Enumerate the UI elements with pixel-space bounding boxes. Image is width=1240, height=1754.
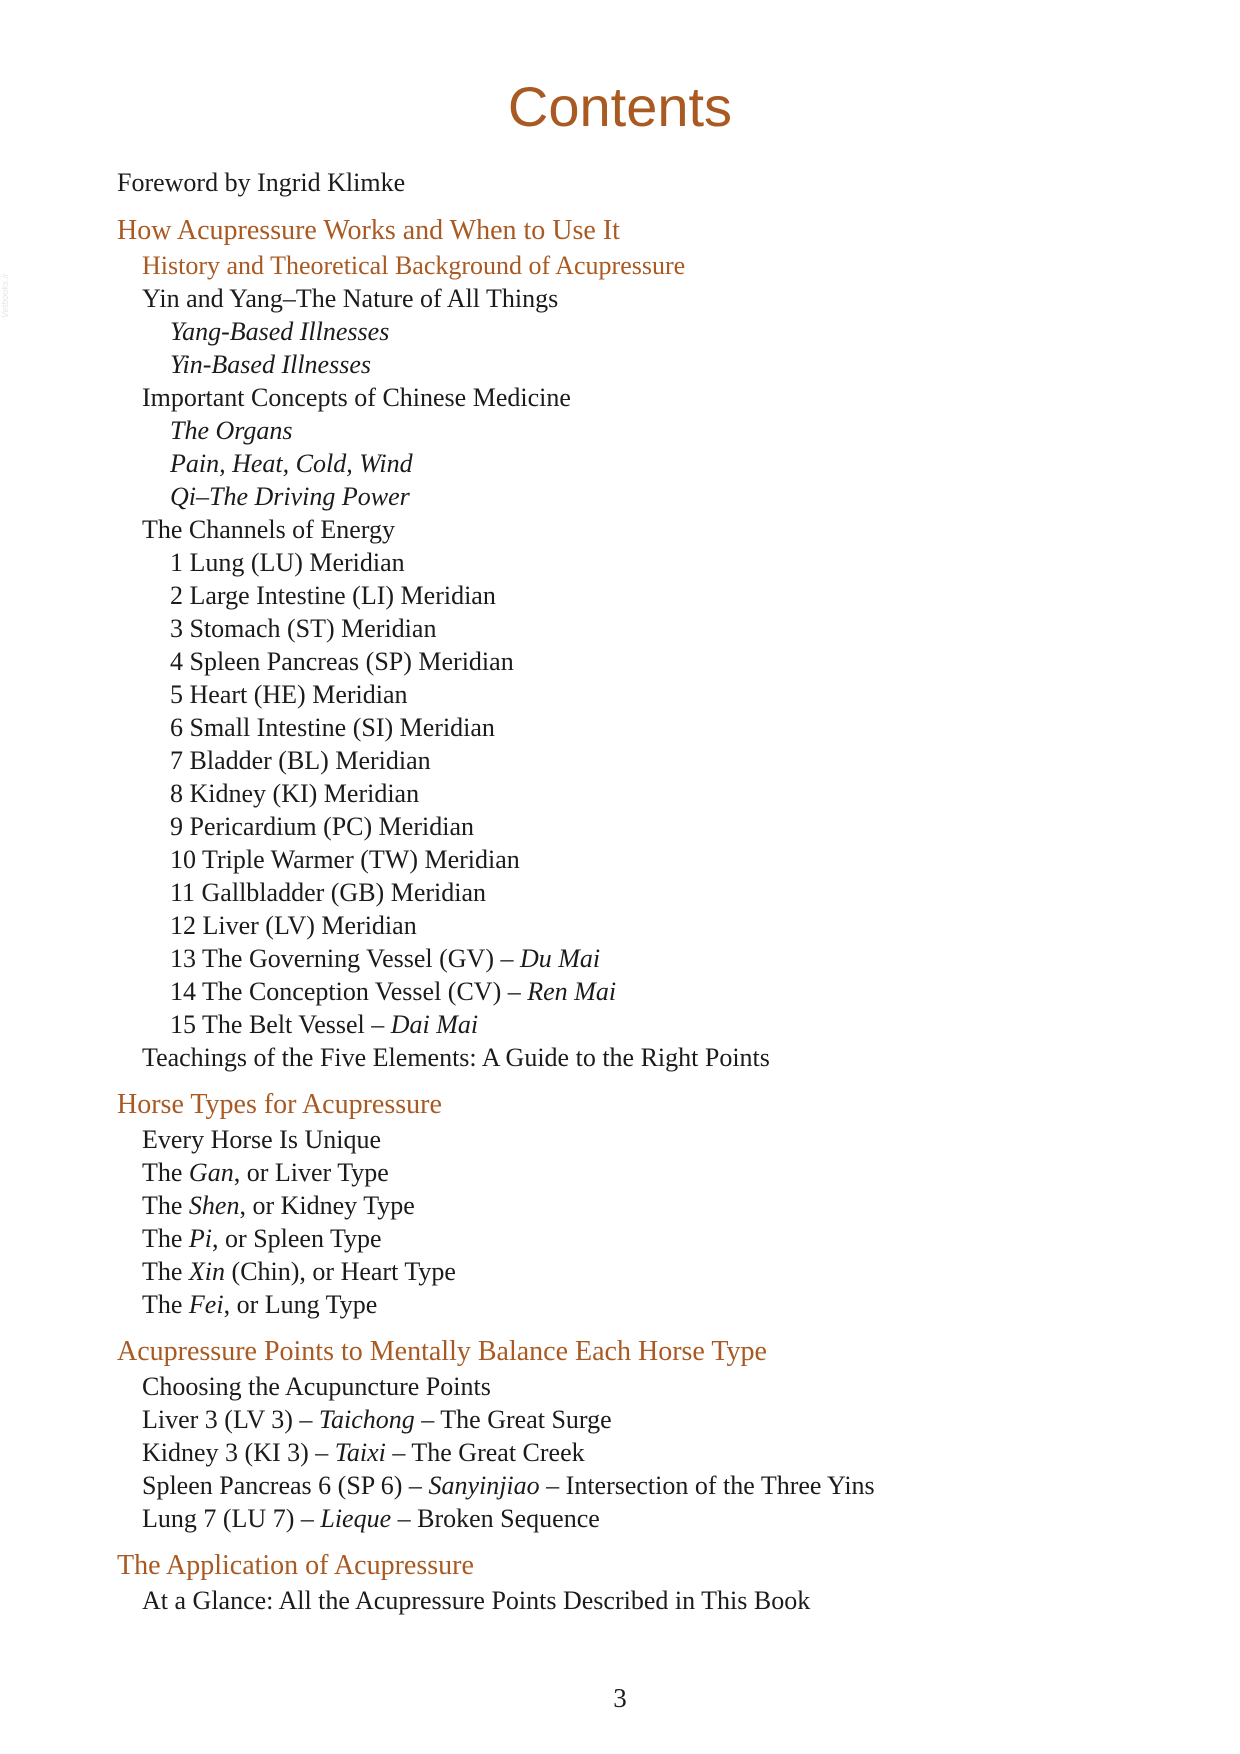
toc-part-heading[interactable]: The Application of Acupressure [117, 1550, 474, 1581]
toc-subentry[interactable]: Qi–The Driving Power [170, 482, 410, 511]
entry-text: – The Great Creek [385, 1438, 585, 1467]
entry-chinese-term: Xin [188, 1257, 226, 1286]
toc-entry[interactable]: History and Theoretical Background of Acupressure [142, 251, 686, 280]
toc-entry[interactable]: Yin and Yang–The Nature of All Things [142, 284, 559, 313]
vessel-chinese-name: Du Mai [519, 944, 601, 973]
toc-meridian[interactable]: 3 Stomach (ST) Meridian [170, 614, 437, 643]
toc-entry[interactable]: At a Glance: All the Acupressure Points Described in This Book [142, 1586, 811, 1615]
toc-entry[interactable] [117, 1502, 1157, 1535]
toc-part-heading[interactable]: How Acupressure Works and When to Use It [117, 215, 620, 246]
toc-entry[interactable] [117, 1403, 1157, 1436]
vessel-chinese-name: Dai Mai [390, 1010, 479, 1039]
entry-text: – Intersection of the Three Yins [539, 1471, 875, 1500]
toc-entry[interactable] [117, 1469, 1157, 1502]
toc-entry[interactable]: The Channels of Energy [142, 515, 395, 544]
toc-entry[interactable]: Teachings of the Five Elements: A Guide to the Right Points [142, 1043, 770, 1072]
toc-entry[interactable]: Choosing the Acupuncture Points [142, 1372, 491, 1401]
entry-chinese-term: Fei [188, 1290, 224, 1319]
table-of-contents [117, 166, 1157, 1617]
entry-chinese-term: Taixi [334, 1438, 386, 1467]
vessel-label: 13 The Governing Vessel (GV) – [170, 944, 520, 973]
entry-chinese-term: Gan [188, 1158, 234, 1187]
toc-subentry[interactable]: Yang-Based Illnesses [170, 317, 390, 346]
entry-chinese-term: Shen [188, 1191, 240, 1220]
toc-entry[interactable] [117, 1189, 1157, 1222]
entry-text: , or Spleen Type [212, 1224, 382, 1253]
vessel-chinese-name: Ren Mai [527, 977, 617, 1006]
entry-text: , or Kidney Type [239, 1191, 415, 1220]
toc-entry[interactable] [117, 1156, 1157, 1189]
entry-text: – The Great Surge [414, 1405, 612, 1434]
entry-text: The [142, 1158, 189, 1187]
toc-meridian[interactable]: 11 Gallbladder (GB) Meridian [170, 878, 486, 907]
entry-text: , or Liver Type [233, 1158, 389, 1187]
toc-entry-foreword[interactable]: Foreword by Ingrid Klimke [117, 168, 406, 197]
toc-meridian[interactable]: 12 Liver (LV) Meridian [170, 911, 417, 940]
entry-text: Liver 3 (LV 3) – [142, 1405, 319, 1434]
toc-subentry[interactable]: Yin-Based Illnesses [170, 350, 371, 379]
toc-vessel[interactable] [117, 942, 1157, 975]
entry-chinese-term: Taichong [318, 1405, 415, 1434]
entry-chinese-term: Pi [188, 1224, 213, 1253]
toc-meridian[interactable]: 1 Lung (LU) Meridian [170, 548, 405, 577]
entry-text: The [142, 1224, 189, 1253]
entry-text: – Broken Sequence [391, 1504, 600, 1533]
page-title: Contents [507, 75, 733, 138]
entry-text: (Chin), or Heart Type [225, 1257, 456, 1286]
entry-text: The [142, 1191, 189, 1220]
toc-meridian[interactable]: 5 Heart (HE) Meridian [170, 680, 408, 709]
vessel-label: 15 The Belt Vessel – [170, 1010, 391, 1039]
toc-meridian[interactable]: 7 Bladder (BL) Meridian [170, 746, 431, 775]
toc-subentry[interactable]: Pain, Heat, Cold, Wind [170, 449, 413, 478]
toc-vessel[interactable] [117, 975, 1157, 1008]
toc-part-heading[interactable]: Horse Types for Acupressure [117, 1089, 442, 1120]
entry-chinese-term: Lieque [320, 1504, 392, 1533]
toc-meridian[interactable]: 8 Kidney (KI) Meridian [170, 779, 420, 808]
toc-vessel[interactable] [117, 1008, 1157, 1041]
toc-subentry[interactable]: The Organs [170, 416, 293, 445]
entry-text: Spleen Pancreas 6 (SP 6) – [142, 1471, 429, 1500]
entry-text: Kidney 3 (KI 3) – [142, 1438, 335, 1467]
toc-meridian[interactable]: 2 Large Intestine (LI) Meridian [170, 581, 496, 610]
entry-text: , or Lung Type [223, 1290, 378, 1319]
entry-chinese-term: Sanyinjiao [428, 1471, 540, 1500]
toc-part-heading[interactable]: Acupressure Points to Mentally Balance Each Horse Type [117, 1336, 767, 1367]
page-number: 3 [613, 1683, 627, 1713]
toc-meridian[interactable]: 9 Pericardium (PC) Meridian [170, 812, 474, 841]
entry-text: The [142, 1257, 189, 1286]
toc-meridian[interactable]: 4 Spleen Pancreas (SP) Meridian [170, 647, 514, 676]
toc-meridian[interactable]: 10 Triple Warmer (TW) Meridian [170, 845, 520, 874]
watermark: Vetbooks.ir [0, 273, 10, 318]
toc-entry[interactable] [117, 1436, 1157, 1469]
toc-entry[interactable] [117, 1255, 1157, 1288]
toc-entry[interactable]: Important Concepts of Chinese Medicine [142, 383, 571, 412]
entry-text: Lung 7 (LU 7) – [142, 1504, 321, 1533]
toc-entry[interactable] [117, 1222, 1157, 1255]
toc-entry[interactable]: Every Horse Is Unique [142, 1125, 381, 1154]
toc-meridian[interactable]: 6 Small Intestine (SI) Meridian [170, 713, 495, 742]
vessel-label: 14 The Conception Vessel (CV) – [170, 977, 528, 1006]
toc-entry[interactable] [117, 1288, 1157, 1321]
entry-text: The [142, 1290, 189, 1319]
